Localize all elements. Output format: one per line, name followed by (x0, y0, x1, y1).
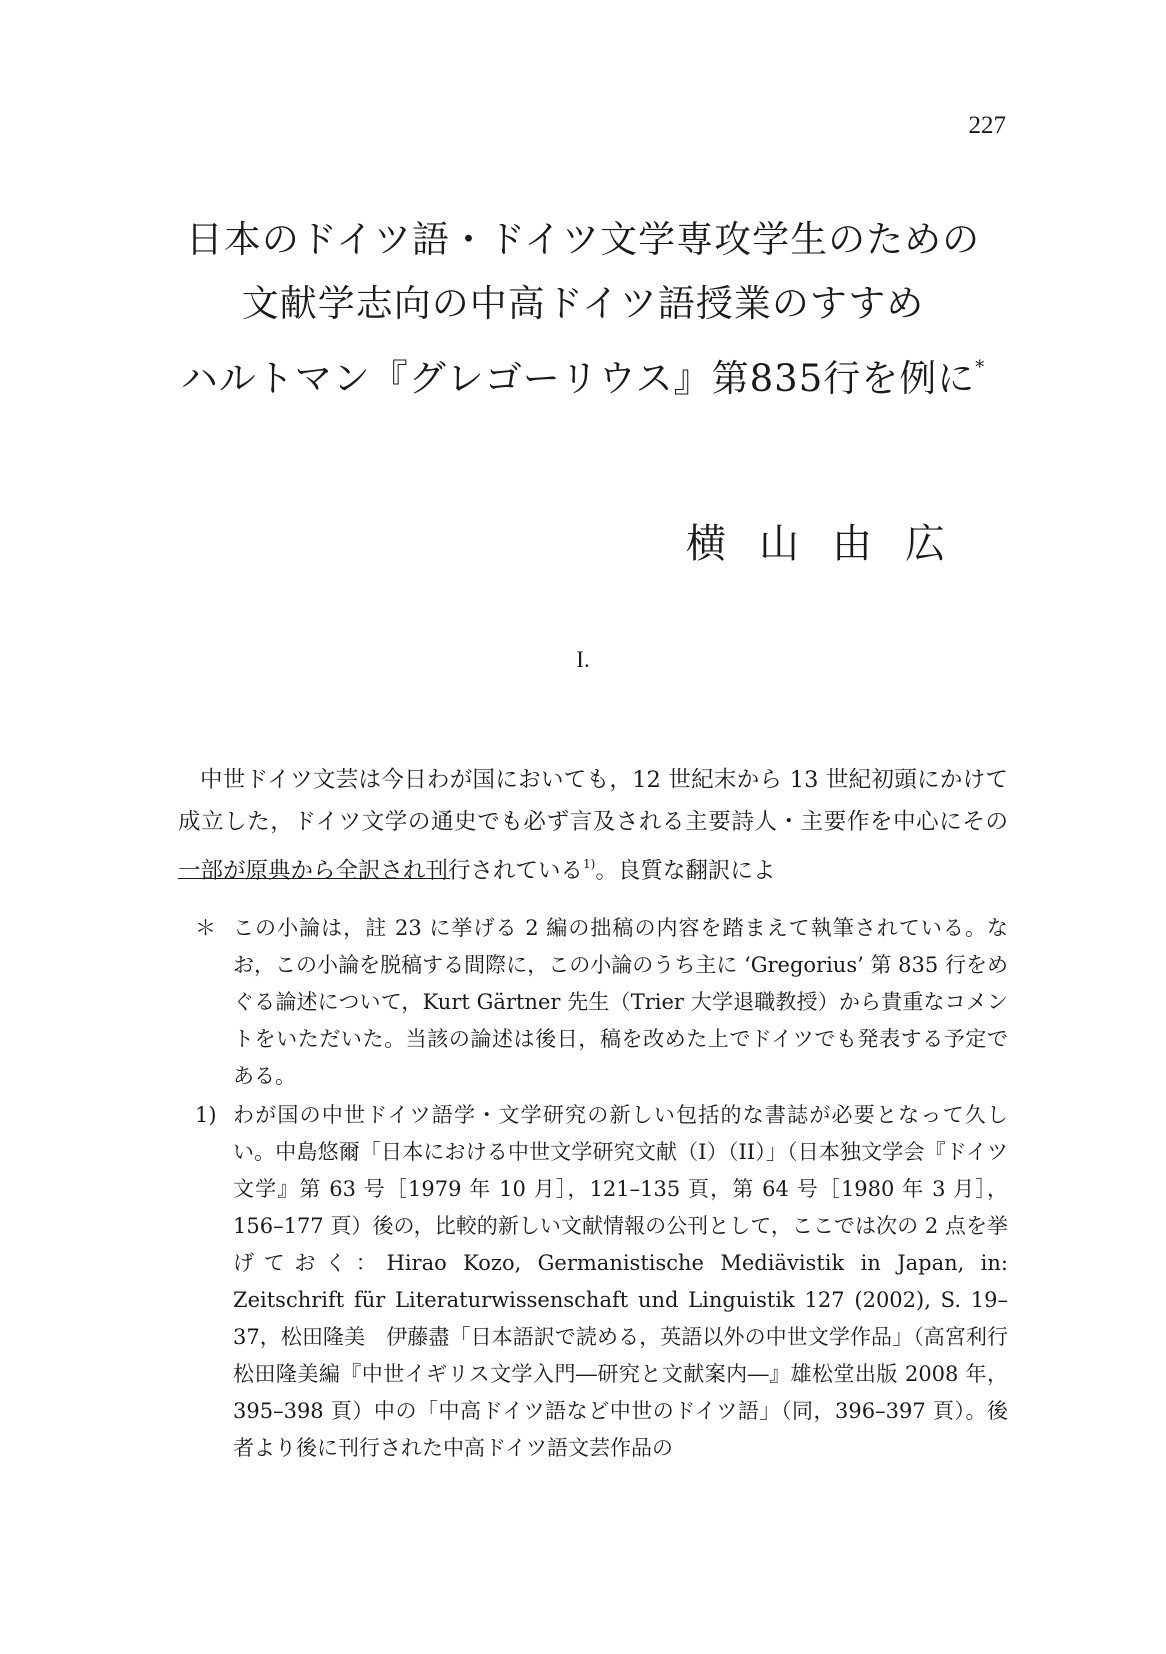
title-footnote-mark: * (975, 357, 986, 378)
footnote-marker: 1) (195, 1103, 217, 1127)
footnote-star (178, 910, 1008, 1095)
section-heading: I. (576, 647, 590, 672)
title-line-1: 日本のドイツ語・ドイツ文学専攻学生のための (185, 218, 981, 261)
body-paragraph (178, 759, 1008, 892)
footnote-divider (178, 878, 450, 879)
footnote-text: わが国の中世ドイツ語学・文学研究の新しい包括的な書誌が必要となって久しい。中島悠爾「日本における中世文学研究文献（I）（II）」（日本独文学会『ドイツ文学』第 63 号［1979 年 10 月］，121–135 頁，第 64 号［1980 年 3 月］，156–177 頁）後の，比較的新しい文献情報の公刊として，ここでは次の 2 点を挙げておく：Hirao Kozo, Germanistische Mediävistik in Japan, in: Zeitschrift für Literaturwissenschaft und Linguistik 127 (2002), S. 19–37，松田隆美 伊藤盡「日本語訳で読める，英語以外の中世文学作品」（高宮利行 松田隆美編『中世イギリス文学入門―研究と文献案内―』雄松堂出版 2008 年，395–398 頁）中の「中高ドイツ語など中世のドイツ語」（同，396–397 頁）。後者より後に刊行された中高ドイツ語文芸作品の (233, 1103, 1029, 1460)
title-line-2: 文献学志向の中高ドイツ語授業のすすめ (241, 282, 925, 325)
title-line-3-text: ハルトマン『グレゴーリウス』第835行を例に (180, 357, 976, 400)
footnotes (178, 910, 1029, 1469)
body-text-part-2: 。良質な翻訳によ (595, 857, 776, 884)
body-text-part-1: 中世ドイツ文芸は今日わが国においても，12 世紀末から 13 世紀初頭にかけて成立した，ドイツ文学の通史でも必ず言及される主要詩人・主要作を中心にその一部が原典から全訳され刊行されている (178, 766, 1008, 884)
page-number: 227 (968, 112, 1006, 139)
footnote-text: この小論は，註 23 に挙げる 2 編の拙稿の内容を踏まえて執筆されている。なお，この小論を脱稿する間際に，この小論のうち主に ‘Gregorius’ 第 835 行をめぐる論述について，Kurt Gärtner 先生（Trier 大学退職教授）から貴重なコメントをいただいた。当該の論述は後日，稿を改めた上でドイツでも発表する予定である。 (233, 916, 1008, 1088)
footnote-1 (178, 1097, 1029, 1467)
title-line-3 (100, 336, 1066, 411)
footnote-marker: ＊ (195, 916, 216, 940)
article-title (100, 208, 1066, 411)
author-name: 横山由広 (686, 521, 978, 567)
footnote-reference-1: 1) (583, 856, 596, 871)
